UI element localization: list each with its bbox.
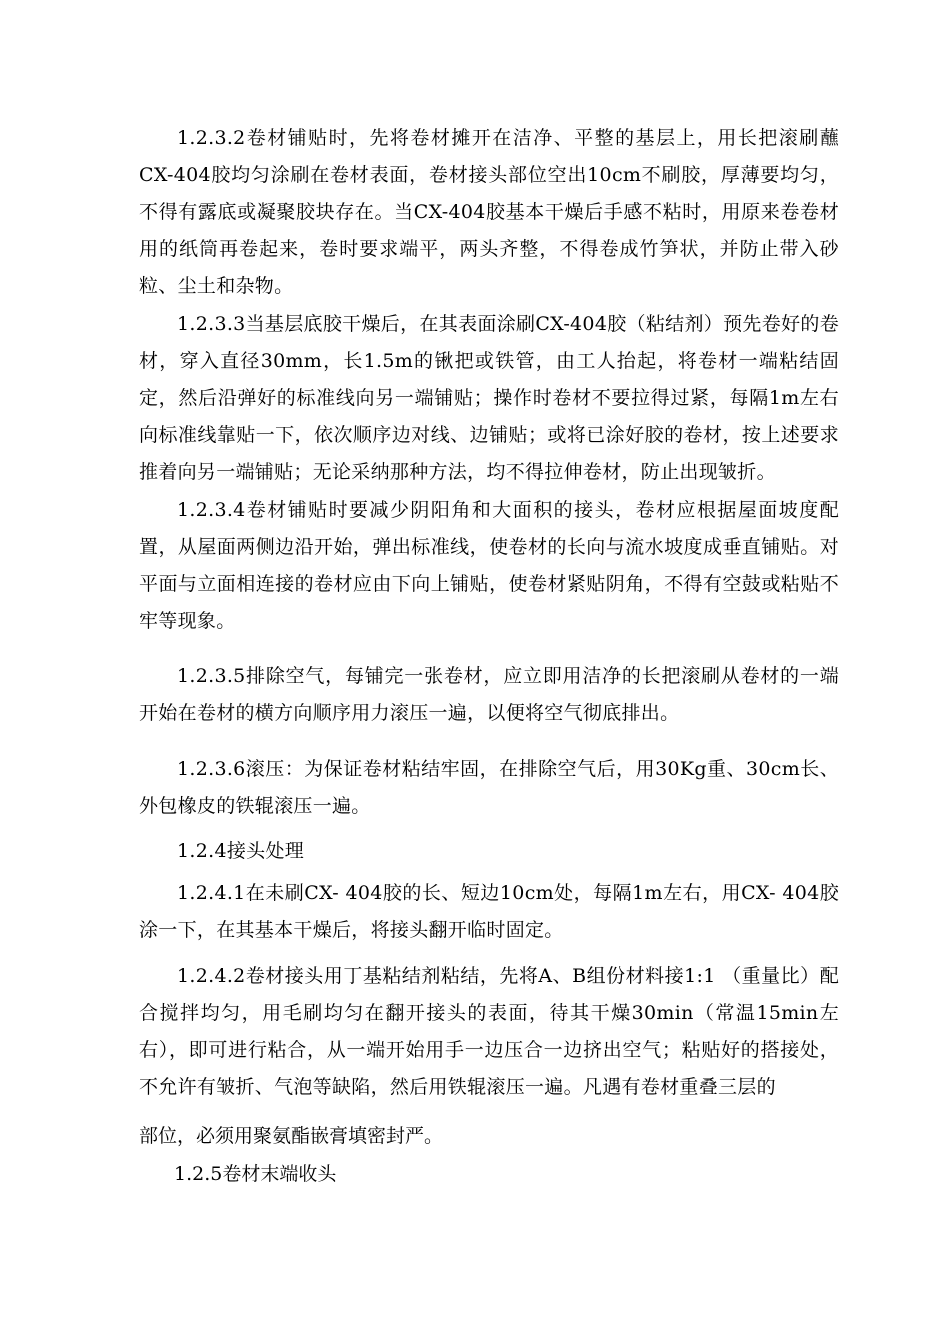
paragraph-1-2-3-5: 1.2.3.5排除空气，每铺完一张卷材，应立即用洁净的长把滚刷从卷材的一端开始在卷材的横方向顺序用力滚压一遍，以便将空气彻底排出。: [139, 665, 839, 724]
paragraph-1-2-3-3: 1.2.3.3当基层底胶干燥后，在其表面涂刷CX-404胶（粘结剂）预先卷好的卷材，穿入直径30mm，长1.5m的锹把或铁管，由工人抬起，将卷材一端粘结固定，然后沿弹好的标准线向另一端铺贴；操作时卷材不要拉得过紧，每隔1m左右向标准线靠贴一下，依次顺序边对线、边铺贴；或将已涂好胶的卷材，按上述要求推着向另一端铺贴；无论采纳那种方法，均不得拉伸卷材，防止出现皱折。: [139, 313, 839, 483]
paragraph-1-2-3-4: 1.2.3.4卷材铺贴时要减少阴阳角和大面积的接头，卷材应根据屋面坡度配置，从屋面两侧边沿开始，弹出标准线，使卷材的长向与流水坡度成垂直铺贴。对平面与立面相连接的卷材应由下向上铺贴，使卷材紧贴阴角，不得有空鼓或粘贴不牢等现象。: [139, 499, 839, 632]
trailing-line: 部位，必须用聚氨酯嵌膏填密封严。: [139, 1125, 444, 1147]
paragraph-1-2-3-6: 1.2.3.6滚压：为保证卷材粘结牢固，在排除空气后，用30Kg重、30cm长、外包橡皮的铁辊滚压一遍。: [139, 758, 839, 817]
paragraph-1-2-4-2: 1.2.4.2卷材接头用丁基粘结剂粘结，先将A、B组份材料接1:1 （重量比）配合搅拌均匀，用毛刷均匀在翻开接头的表面，待其干燥30min（常温15min左右），即可进行粘合，从一端开始用手一边压合一边挤出空气；粘贴好的搭接处，不允许有皱折、气泡等缺陷，然后用铁辊滚压一遍。凡遇有卷材重叠三层的: [139, 965, 839, 1098]
paragraph-1-2-4-1: 1.2.4.1在未刷CX- 404胶的长、短边10cm处，每隔1m左右，用CX- 404胶涂一下，在其基本干燥后，将接头翻开临时固定。: [139, 882, 839, 941]
paragraph-1-2-3-2: 1.2.3.2卷材铺贴时，先将卷材摊开在洁净、平整的基层上，用长把滚刷蘸CX-404胶均匀涂刷在卷材表面，卷材接头部位空出10cm不刷胶，厚薄要均匀，不得有露底或凝聚胶块存在。当CX-404胶基本干燥后手感不粘时，用原来卷卷材用的纸筒再卷起来，卷时要求端平，两头齐整，不得卷成竹笋状，并防止带入砂粒、尘土和杂物。: [139, 127, 839, 297]
heading-1-2-5: 1.2.5卷材末端收头: [174, 1163, 337, 1185]
heading-1-2-4: 1.2.4接头处理: [177, 840, 305, 862]
